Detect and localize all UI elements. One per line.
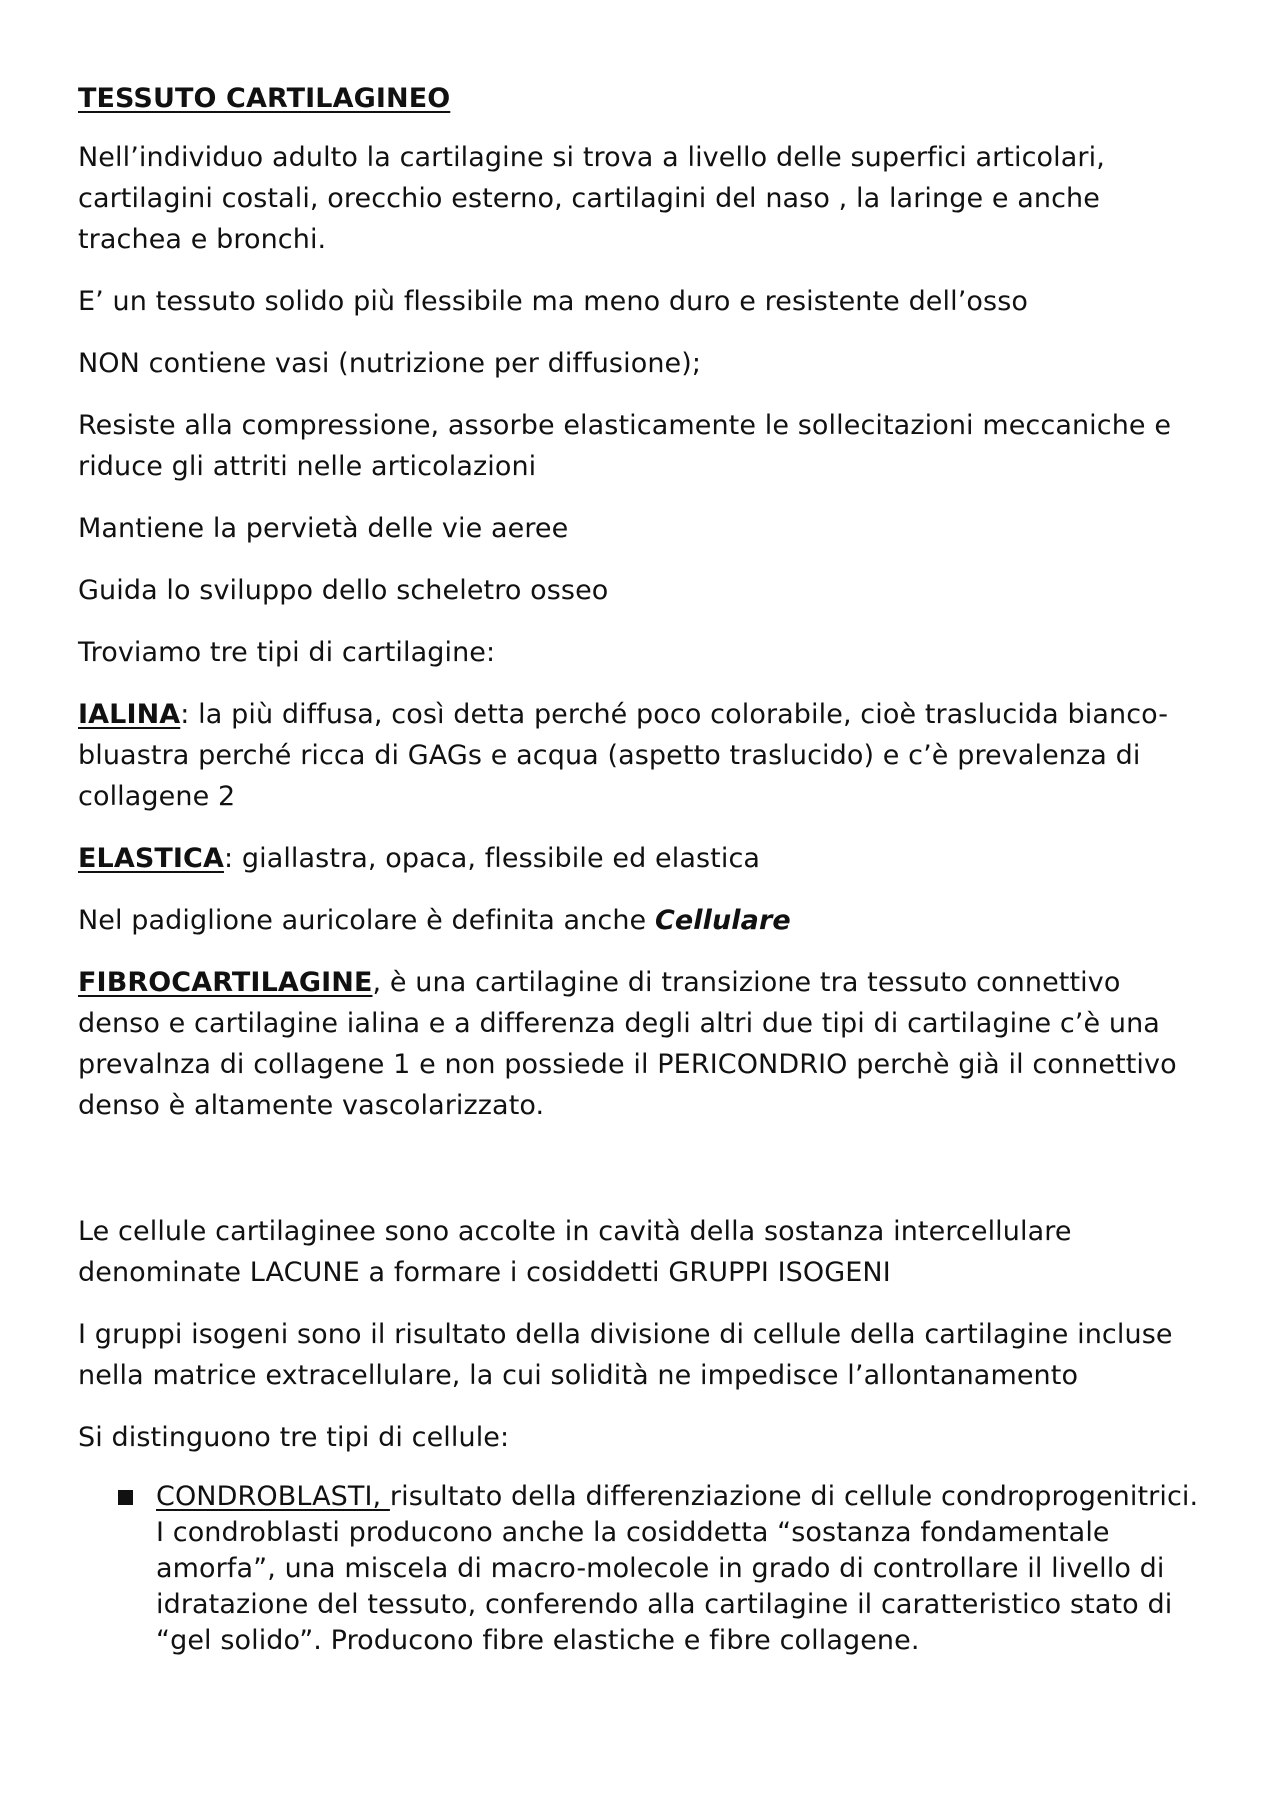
emph-cellulare: Cellulare xyxy=(654,905,791,936)
paragraph-cell-types-intro: Si distinguono tre tipi di cellule: xyxy=(78,1422,510,1453)
term-elastica: ELASTICA xyxy=(78,843,224,874)
paragraph-types-intro: Troviamo tre tipi di cartilagine: xyxy=(78,637,496,668)
paragraph-properties: E’ un tessuto solido più flessibile ma meno duro e resistente dell’osso xyxy=(78,286,1028,317)
padiglione-text: Nel padiglione auricolare è definita anche xyxy=(78,905,655,936)
paragraph-padiglione xyxy=(78,900,1208,941)
paragraph-ialina xyxy=(78,694,1208,817)
paragraph-location: Nell’individuo adulto la cartilagine si trova a livello delle superfici articolari, cartilagini costali, orecchio esterno, cartilagini del naso , la laringe e anche trachea e bronchi. xyxy=(78,142,1105,255)
term-condroblasti: CONDROBLASTI, xyxy=(156,1481,390,1512)
paragraph-lacune: Le cellule cartilaginee sono accolte in cavità della sostanza intercellulare denominate LACUNE a formare i cosiddetti GRUPPI ISOGENI xyxy=(78,1216,1072,1288)
ialina-text: : la più diffusa, così detta perché poco colorabile, cioè traslucida bianco-bluastra perché ricca di GAGs e acqua (aspetto traslucido) e c’è prevalenza di collagene 2 xyxy=(78,699,1169,812)
paragraph-vessels: NON contiene vasi (nutrizione per diffusione); xyxy=(78,348,702,379)
fibro-text: , è una cartilagine di transizione tra tessuto connettivo denso e cartilagine ialina e a differenza degli altri due tipi di cartilagine c’è una prevalnza di collagene 1 e non possiede il PERICONDRIO perchè già il connettivo denso è altamente vascolarizzato. xyxy=(78,967,1177,1121)
paragraph-skeleton: Guida lo sviluppo dello scheletro osseo xyxy=(78,575,609,606)
cell-types-list xyxy=(78,1479,1208,1659)
condroblasti-text: risultato della differenziazione di cellule condroprogenitrici. I condroblasti producono anche la cosiddetta “sostanza fondamentale amorfa”, una miscela di macro-molecole in grado di controllare il livello di idratazione del tessuto, conferendo alla cartilagine il caratteristico stato di “gel solido”. Producono fibre elastiche e fibre collagene. xyxy=(156,1481,1199,1656)
square-bullet-icon xyxy=(118,1490,133,1505)
paragraph-airways: Mantiene la pervietà delle vie aeree xyxy=(78,513,569,544)
paragraph-gruppi-isogeni: I gruppi isogeni sono il risultato della divisione di cellule della cartilagine incluse nella matrice extracellulare, la cui solidità ne impedisce l’allontanamento xyxy=(78,1319,1173,1391)
paragraph-elastica xyxy=(78,838,1208,879)
document-title: TESSUTO CARTILAGINEO xyxy=(78,83,451,114)
spacer xyxy=(78,1147,1208,1211)
term-ialina: IALINA xyxy=(78,699,181,730)
term-fibrocartilagine: FIBROCARTILAGINE xyxy=(78,967,373,998)
document-page xyxy=(78,78,1208,1659)
paragraph-compression: Resiste alla compressione, assorbe elasticamente le sollecitazioni meccaniche e riduce gli attriti nelle articolazioni xyxy=(78,410,1172,482)
paragraph-fibrocartilagine xyxy=(78,962,1208,1126)
elastica-text: : giallastra, opaca, flessibile ed elastica xyxy=(223,843,761,874)
list-item xyxy=(118,1479,1208,1659)
